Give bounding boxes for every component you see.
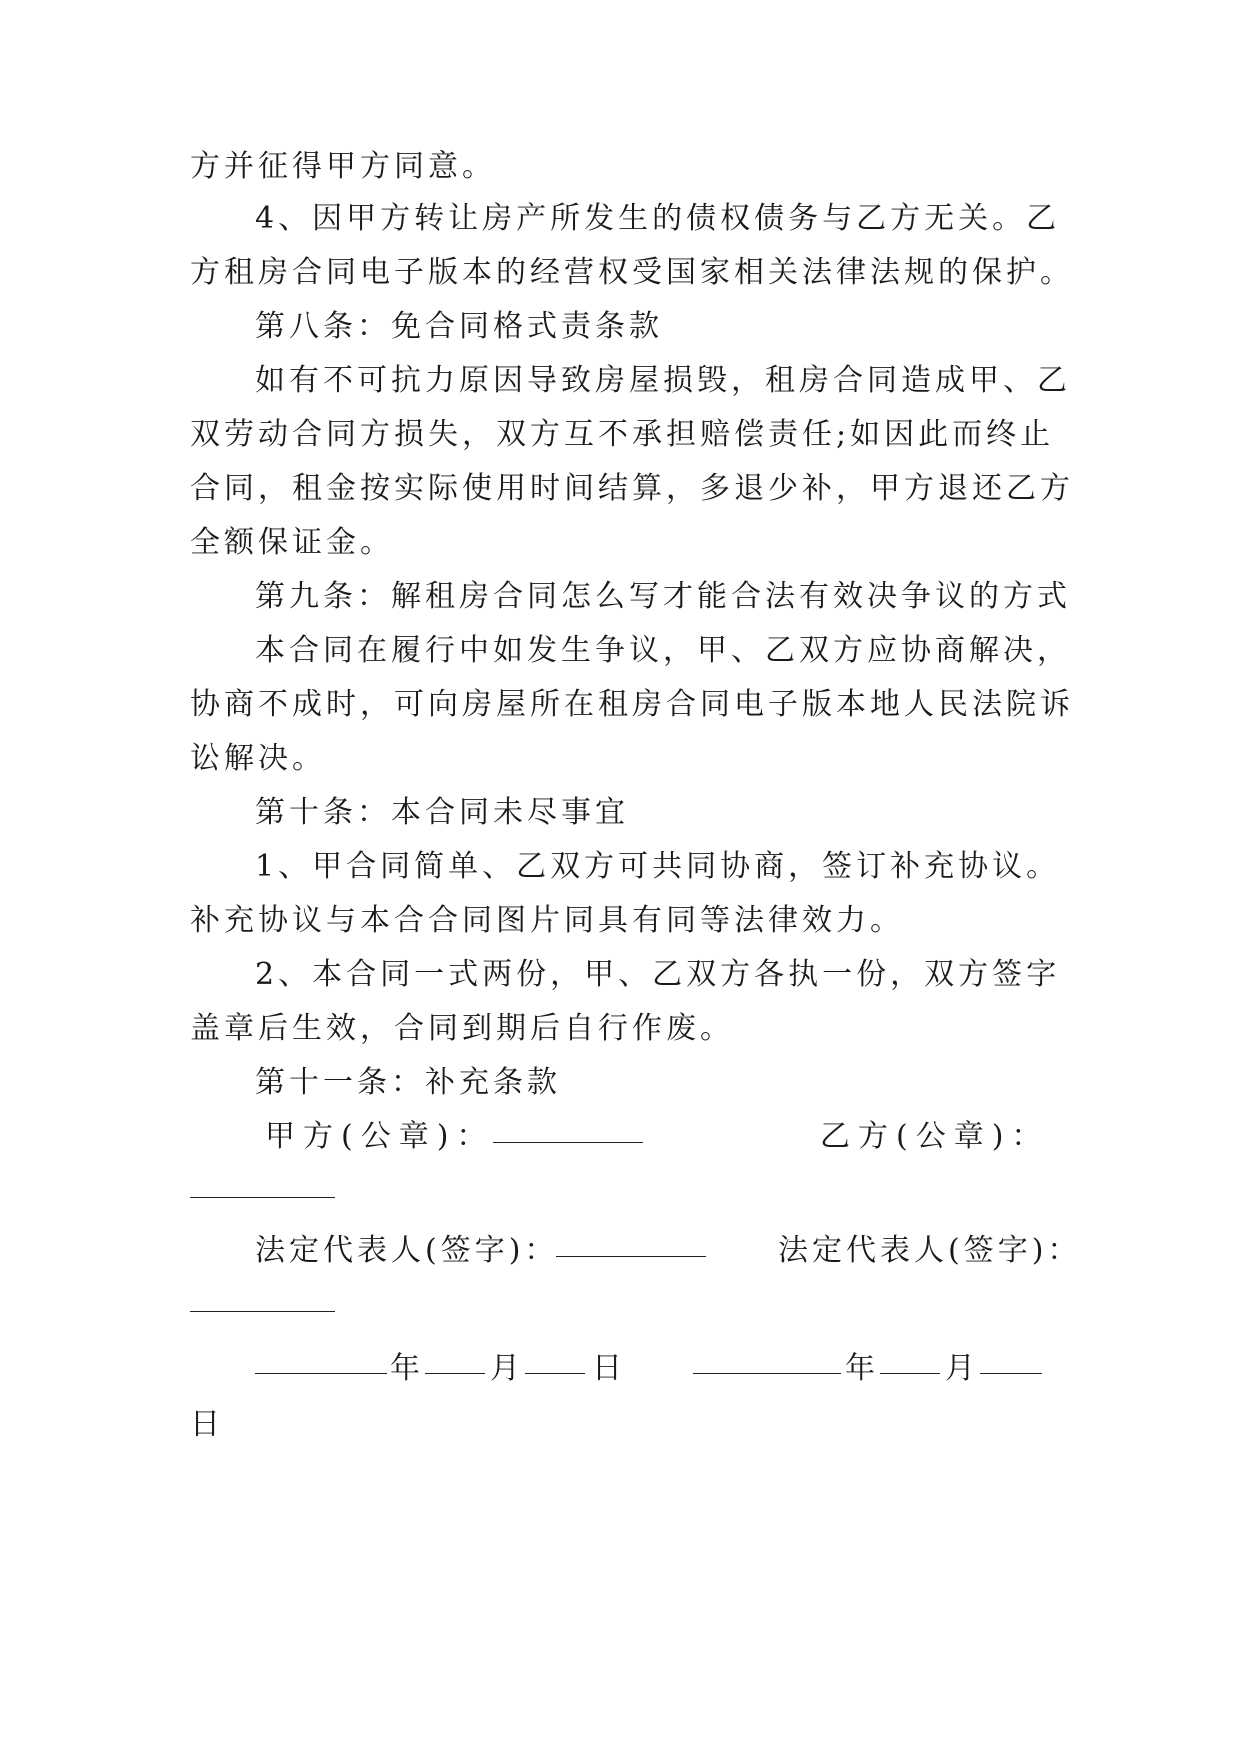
text-line: 盖章后生效，合同到期后自行作废。 [190,1011,734,1046]
text-line: 方租房合同电子版本的经营权受国家相关法律法规的保护。 [190,255,1074,290]
date-a-month-label: 月 [490,1351,528,1386]
party-a-seal-label: 甲方(公章)： [265,1119,495,1154]
date-a-year-blank [255,1373,387,1374]
date-a-year-label: 年 [390,1351,428,1386]
text-line: 讼解决。 [190,741,326,776]
text-line: 如有不可抗力原因导致房屋损毁，租房合同造成甲、乙 [255,363,1071,398]
date-b-month-label: 月 [945,1351,983,1386]
party-a-rep-blank [556,1256,706,1257]
section-heading: 第十条：本合同未尽事宜 [255,795,629,830]
party-a-seal-blank [493,1142,643,1143]
text-line: 协商不成时，可向房屋所在租房合同电子版本地人民法院诉 [190,687,1074,722]
date-a-day-blank [525,1373,585,1374]
party-b-rep-label: 法定代表人(签字)： [778,1233,1082,1268]
date-b-year-blank [693,1373,841,1374]
date-b-day-label: 日 [190,1407,228,1442]
party-b-seal-label: 乙方(公章)： [820,1119,1050,1154]
text-line: 本合同在履行中如发生争议，甲、乙双方应协商解决， [255,633,1071,668]
party-b-seal-blank [190,1197,335,1198]
date-a-day-label: 日 [592,1351,630,1386]
section-heading: 第十一条：补充条款 [255,1065,561,1100]
text-line: 2、本合同一式两份，甲、乙双方各执一份，双方签字 [255,957,1061,992]
date-b-day-blank [980,1373,1042,1374]
date-b-year-label: 年 [845,1351,883,1386]
date-b-month-blank [880,1373,940,1374]
text-line: 全额保证金。 [190,525,394,560]
section-heading: 第九条：解租房合同怎么写才能合法有效决争议的方式 [255,579,1071,614]
section-heading: 第八条：免合同格式责条款 [255,309,663,344]
date-a-month-blank [425,1373,485,1374]
text-line: 补充协议与本合合同图片同具有同等法律效力。 [190,903,904,938]
text-line: 合同，租金按实际使用时间结算，多退少补，甲方退还乙方 [190,471,1074,506]
party-b-rep-blank [190,1311,335,1312]
text-line: 方并征得甲方同意。 [190,149,496,184]
text-line: 1、甲合同简单、乙双方可共同协商，签订补充协议。 [255,849,1061,884]
party-a-rep-label: 法定代表人(签字)： [255,1233,559,1268]
text-line: 4、因甲方转让房产所发生的债权债务与乙方无关。乙 [255,201,1061,236]
text-line: 双劳动合同方损失，双方互不承担赔偿责任;如因此而终止 [190,417,1055,452]
